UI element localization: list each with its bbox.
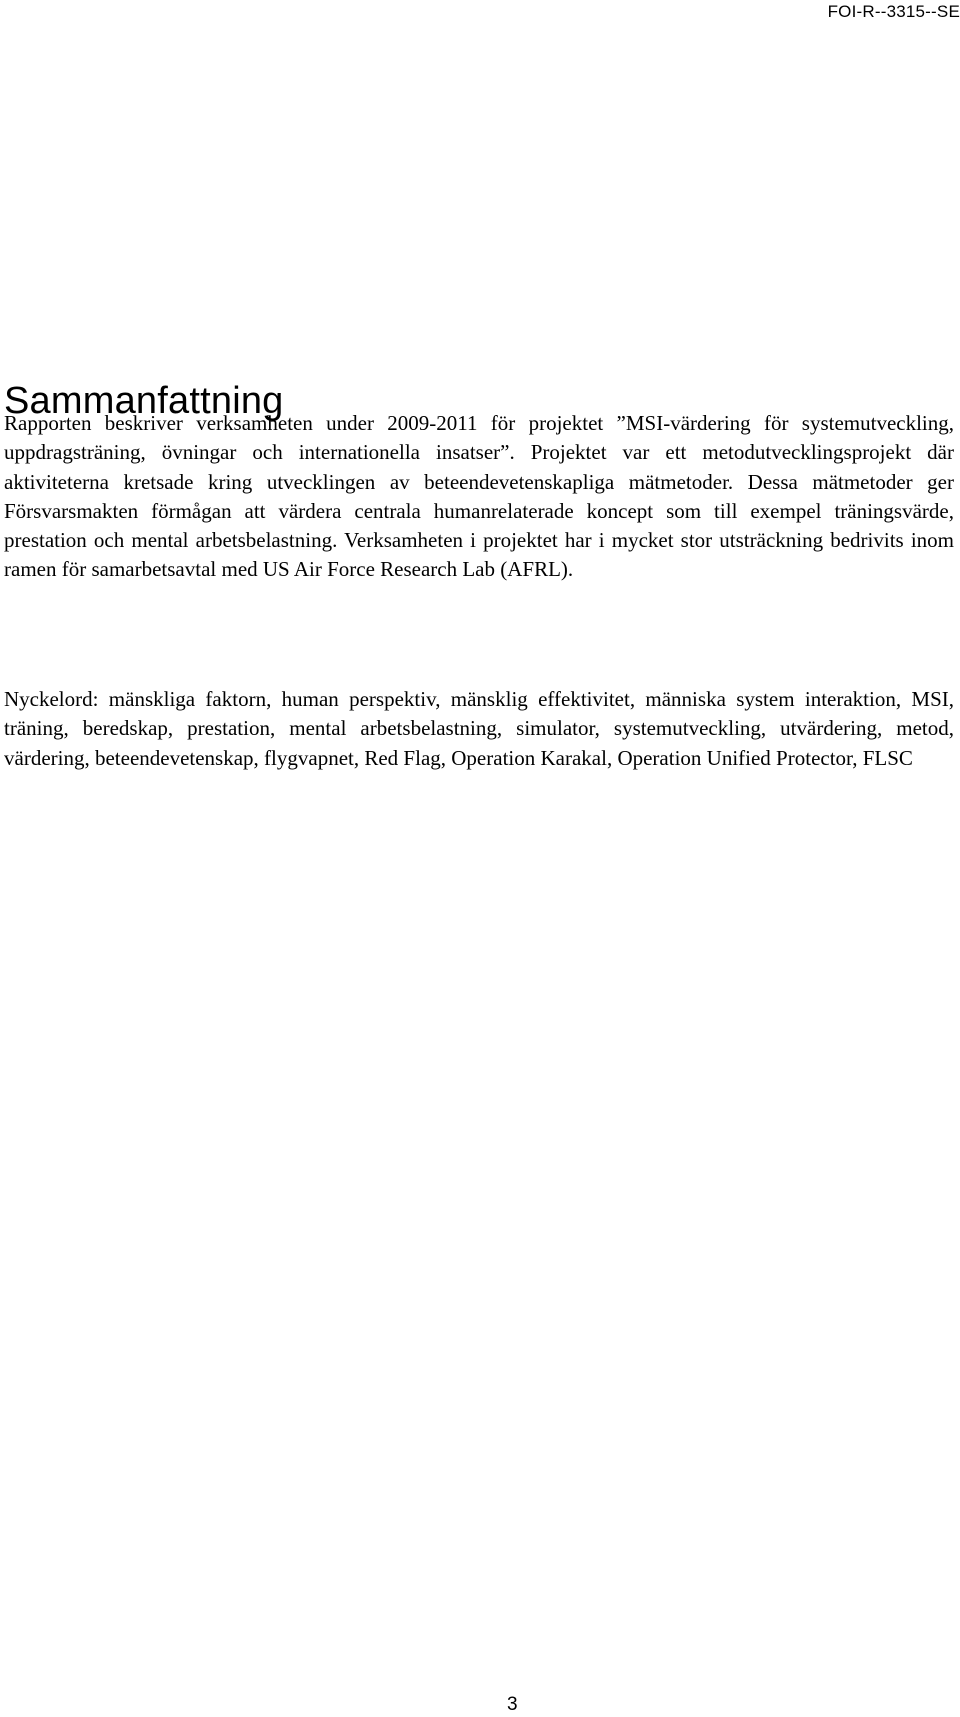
summary-paragraph: Rapporten beskriver verksamheten under 2009-2011 för projektet ”MSI-värdering för systemutveckling, uppdragsträning, övningar och internationella insatser”. Projektet var ett metodutvecklingsprojekt där aktiviteterna kretsade kring utvecklingen av beteendevetenskapliga mätmetoder. Dessa mätmetoder ger Försvarsmakten förmågan att värdera centrala humanrelaterade koncept som till exempel träningsvärde, prestation och mental arbetsbelastning. Verksamheten i projektet har i mycket stor utsträckning bedrivits inom ramen för samarbetsavtal med US Air Force Research Lab (AFRL). (4, 411, 954, 582)
document-id: FOI-R--3315--SE (827, 2, 960, 21)
page-number: 3 (507, 1694, 518, 1715)
keywords-paragraph: Nyckelord: mänskliga faktorn, human perspektiv, mänsklig effektivitet, människa system interaktion, MSI, träning, beredskap, prestation, mental arbetsbelastning, simulator, systemutveckling, utvärdering, metod, värdering, beteendevetenskap, flygvapnet, Red Flag, Operation Karakal, Operation Unified Protector, FLSC (4, 687, 954, 770)
section-title: Sammanfattning (4, 380, 284, 422)
